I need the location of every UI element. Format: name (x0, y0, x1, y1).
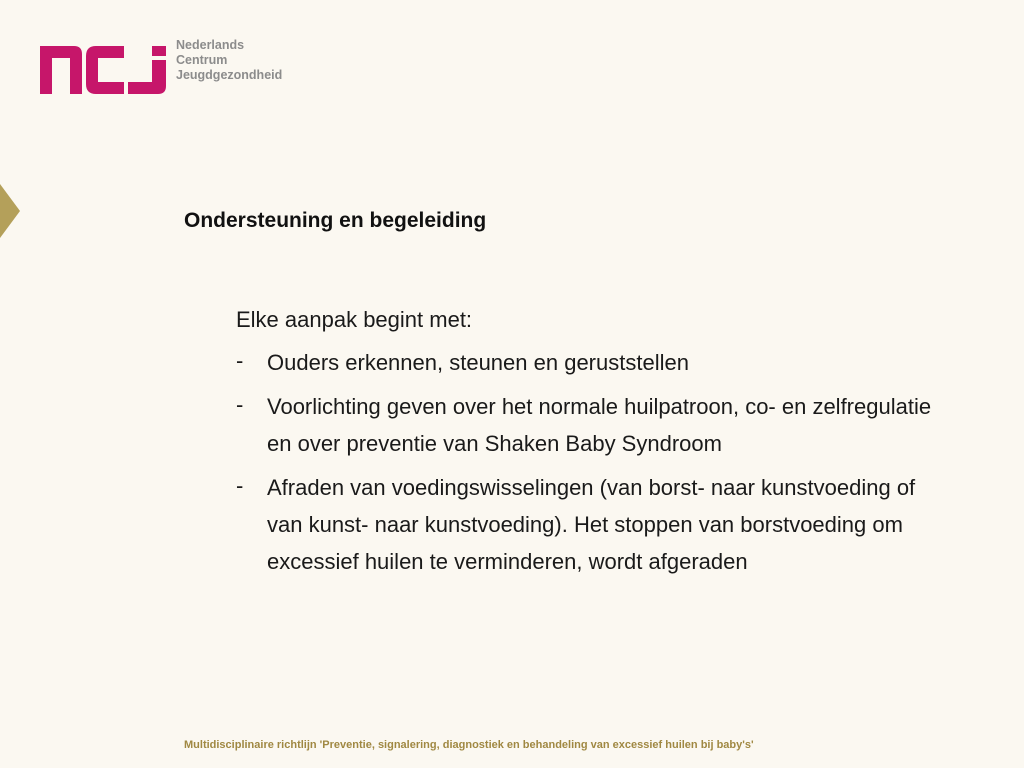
ncj-logo-mark (40, 40, 168, 96)
bullet-text: Afraden van voedingswisselingen (van borst- naar kunstvoeding of van kunst- naar kunstvoeding). Het stoppen van borstvoeding om excessief huilen te verminderen, wordt afgeraden (267, 475, 916, 574)
slide-heading: Ondersteuning en begeleiding (184, 209, 487, 232)
bullet-marker: - (236, 348, 244, 373)
slide-body (236, 301, 956, 587)
logo-line-1: Nederlands (176, 38, 245, 52)
gold-arrow-icon (0, 184, 20, 238)
ncj-logo (40, 36, 300, 100)
logo-wordmark (176, 38, 282, 83)
bullet-text: Voorlichting geven over het normale huilpatroon, co- en zelfregulatie en over preventie van Shaken Baby Syndroom (267, 394, 932, 456)
bullet-item (236, 344, 956, 381)
bullet-list (236, 344, 956, 580)
intro-text: Elke aanpak begint met: (236, 307, 473, 332)
bullet-text: Ouders erkennen, steunen en geruststellen (267, 350, 689, 375)
slide-footer: Multidisciplinaire richtlijn 'Preventie, signalering, diagnostiek en behandeling van excessief huilen bij baby's' (184, 739, 754, 751)
bullet-item (236, 469, 956, 580)
bullet-marker: - (236, 473, 244, 498)
bullet-item (236, 388, 956, 462)
logo-line-3: Jeugdgezondheid (176, 68, 283, 82)
logo-line-2: Centrum (176, 53, 228, 67)
bullet-marker: - (236, 392, 244, 417)
